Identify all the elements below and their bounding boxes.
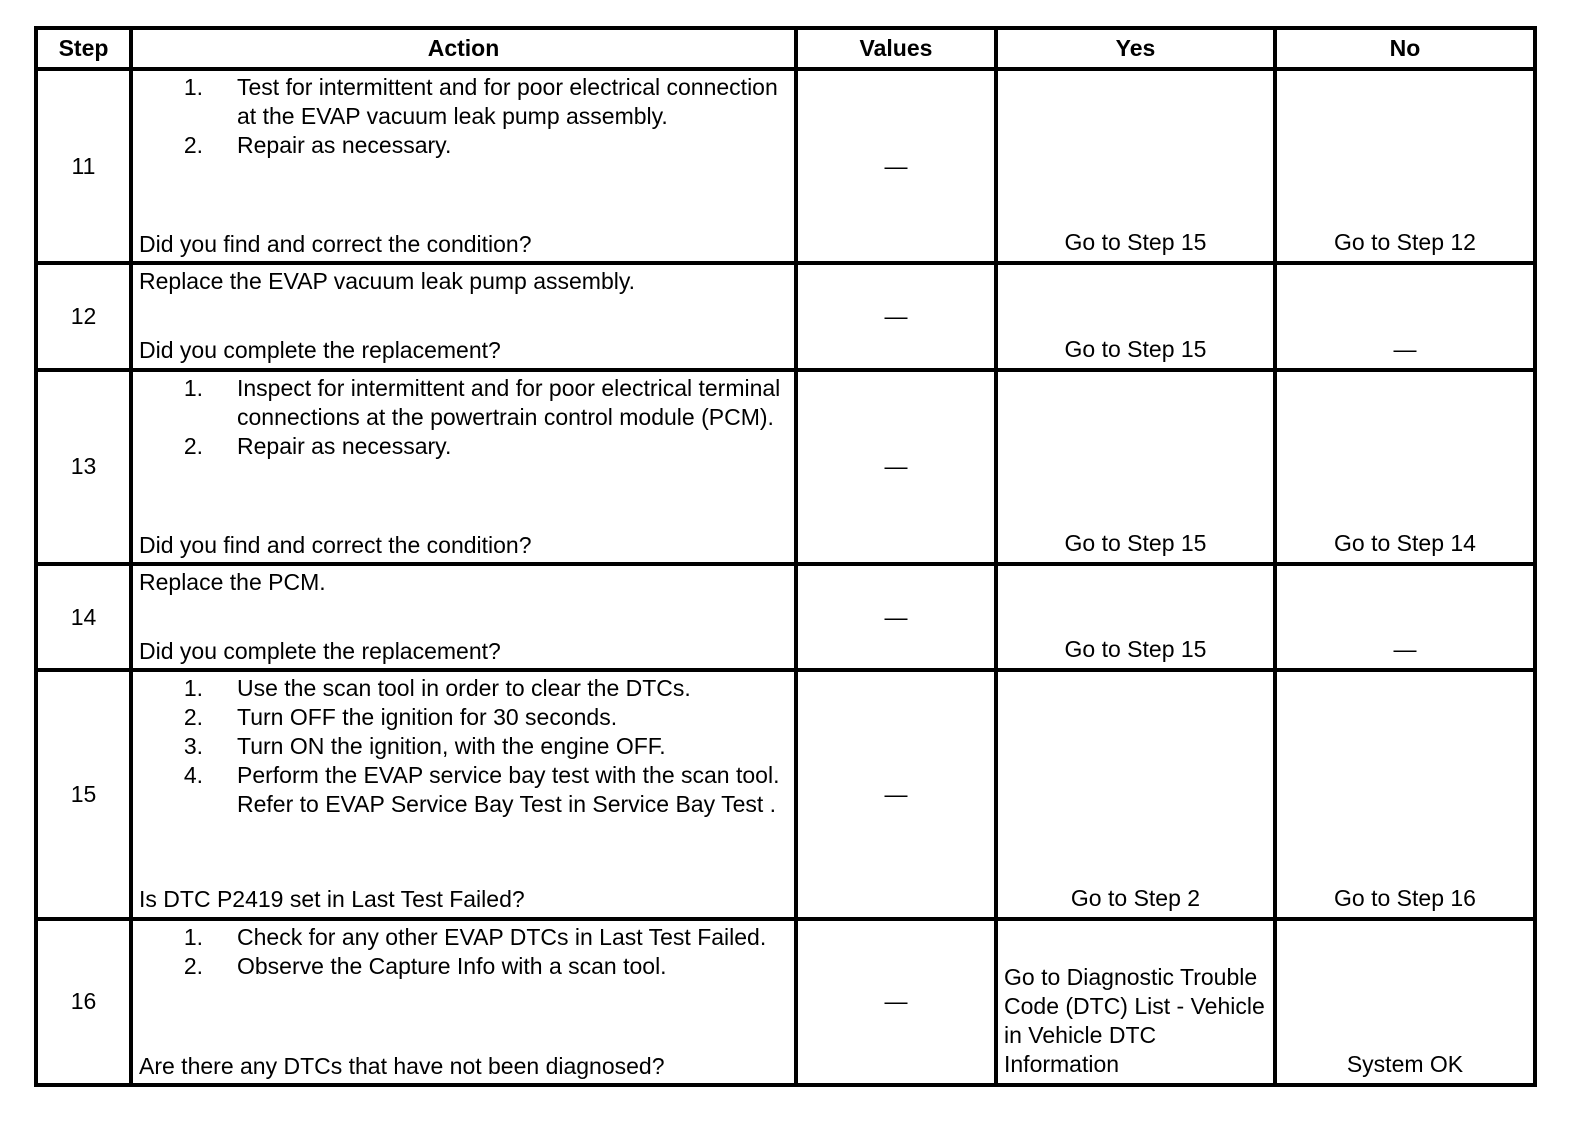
- no-cell: —: [1275, 564, 1535, 670]
- header-step: Step: [36, 28, 131, 69]
- table-row: [36, 370, 1535, 564]
- header-action: Action: [131, 28, 796, 69]
- header-row: [36, 28, 1535, 69]
- action-step-item: [139, 732, 788, 761]
- action-step-number: 2.: [183, 432, 203, 459]
- action-step-item: [139, 131, 788, 160]
- action-step-text: Inspect for intermittent and for poor electrical terminal connections at the powertrain control module (PCM).: [237, 374, 781, 430]
- action-step-item: [139, 73, 788, 131]
- values-cell: —: [796, 263, 996, 369]
- step-number: 14: [36, 564, 131, 670]
- action-cell: [131, 370, 796, 564]
- table-row: [36, 263, 1535, 369]
- action-step-item: [139, 432, 788, 461]
- action-step-text: Use the scan tool in order to clear the DTCs.: [237, 675, 691, 702]
- action-step-text: Repair as necessary.: [237, 432, 452, 459]
- step-number: 12: [36, 263, 131, 369]
- yes-cell: Go to Step 15: [996, 564, 1275, 670]
- action-cell: [131, 919, 796, 1085]
- table-row: [36, 564, 1535, 670]
- action-cell: [131, 564, 796, 670]
- header-values: Values: [796, 28, 996, 69]
- values-cell: —: [796, 919, 996, 1085]
- action-step-text: Turn ON the ignition, with the engine OFF.: [237, 733, 666, 760]
- table-row: [36, 670, 1535, 918]
- action-step-number: 1.: [183, 74, 203, 100]
- values-cell: —: [796, 564, 996, 670]
- yes-cell: Go to Step 2: [996, 670, 1275, 918]
- action-steps-list: [139, 923, 788, 981]
- action-question: Did you find and correct the condition?: [139, 531, 532, 558]
- action-cell: [131, 670, 796, 918]
- action-cell: [131, 263, 796, 369]
- no-cell: Go to Step 12: [1275, 69, 1535, 263]
- action-step-item: [139, 674, 788, 703]
- no-cell: —: [1275, 263, 1535, 369]
- action-question: Did you complete the replacement?: [139, 637, 501, 664]
- action-cell: [131, 69, 796, 263]
- action-step-item: [139, 761, 788, 819]
- action-steps-list: [139, 73, 788, 160]
- action-step-text: Observe the Capture Info with a scan tool.: [237, 952, 667, 979]
- action-step-item: [139, 923, 788, 952]
- action-text: Replace the EVAP vacuum leak pump assembly.: [139, 268, 636, 295]
- action-question: Is DTC P2419 set in Last Test Failed?: [139, 886, 525, 913]
- action-steps-list: [139, 374, 788, 461]
- action-step-item: [139, 703, 788, 732]
- action-question: Did you complete the replacement?: [139, 337, 501, 364]
- values-cell: —: [796, 670, 996, 918]
- no-cell: System OK: [1275, 919, 1535, 1085]
- table-row: [36, 919, 1535, 1085]
- step-number: 15: [36, 670, 131, 918]
- no-cell: Go to Step 16: [1275, 670, 1535, 918]
- action-text: Replace the PCM.: [139, 568, 326, 595]
- action-question: Did you find and correct the condition?: [139, 231, 532, 257]
- action-step-number: 1.: [183, 675, 203, 702]
- diagnostic-table: [34, 26, 1537, 1087]
- step-number: 16: [36, 919, 131, 1085]
- header-no: No: [1275, 28, 1535, 69]
- step-number: 13: [36, 370, 131, 564]
- action-step-number: 4.: [183, 762, 203, 789]
- action-step-number: 2.: [183, 132, 203, 158]
- action-step-number: 2.: [183, 952, 203, 979]
- action-step-number: 1.: [183, 374, 203, 401]
- step-number: 11: [36, 69, 131, 263]
- yes-cell: Go to Step 15: [996, 263, 1275, 369]
- table-row: [36, 69, 1535, 263]
- values-cell: —: [796, 370, 996, 564]
- values-cell: —: [796, 69, 996, 263]
- no-cell: Go to Step 14: [1275, 370, 1535, 564]
- action-steps-list: [139, 674, 788, 819]
- action-step-text: Perform the EVAP service bay test with the scan tool. Refer to EVAP Service Bay Test in Service Bay Test .: [237, 762, 780, 818]
- yes-cell: Go to Diagnostic Trouble Code (DTC) List - Vehicle in Vehicle DTC Information: [996, 919, 1275, 1085]
- action-step-number: 3.: [183, 733, 203, 760]
- yes-cell: Go to Step 15: [996, 69, 1275, 263]
- action-step-number: 1.: [183, 923, 203, 950]
- action-question: Are there any DTCs that have not been diagnosed?: [139, 1052, 665, 1079]
- action-step-text: Check for any other EVAP DTCs in Last Test Failed.: [237, 923, 767, 950]
- header-yes: Yes: [996, 28, 1275, 69]
- action-step-item: [139, 374, 788, 432]
- yes-cell: Go to Step 15: [996, 370, 1275, 564]
- action-step-number: 2.: [183, 704, 203, 731]
- action-step-text: Repair as necessary.: [237, 132, 452, 158]
- action-step-text: Test for intermittent and for poor electrical connection at the EVAP vacuum leak pump assembly.: [237, 74, 778, 129]
- action-step-item: [139, 952, 788, 981]
- action-step-text: Turn OFF the ignition for 30 seconds.: [237, 704, 618, 731]
